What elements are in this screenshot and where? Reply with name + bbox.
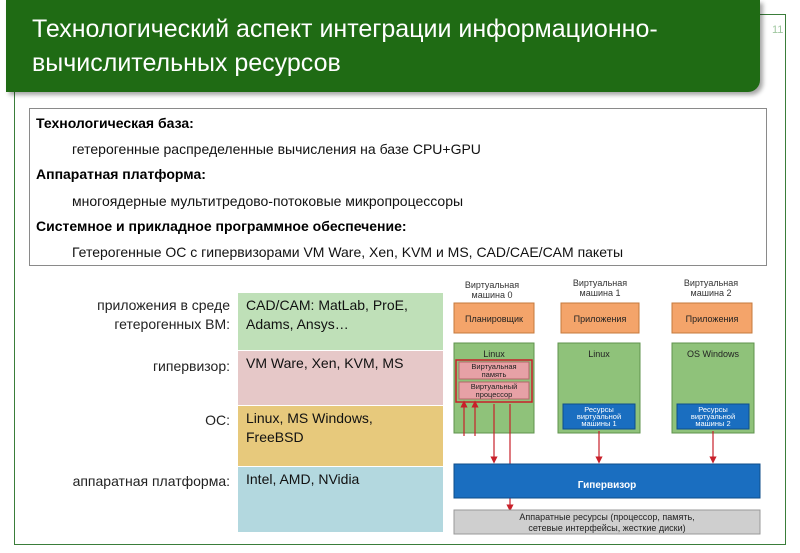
layer-label-hardware: аппаратная платформа: [72, 473, 230, 489]
vm0-title-line1: Виртуальная [464, 280, 520, 290]
virtual-cpu-line1: Виртуальный [470, 382, 518, 391]
info-head-base: Технологическая база: [36, 115, 194, 131]
vm1-title-line2: машина 1 [579, 288, 621, 298]
layer-label-apps: приложения в среде гетерогенных ВМ: [97, 297, 230, 332]
apps1-label: Приложения [573, 314, 627, 324]
vm2-title-line2: машина 2 [690, 288, 732, 298]
layer-label-hypervisor: гипервизор: [152, 358, 230, 374]
vm1-resources-line1: Ресурсы [584, 405, 614, 414]
vm2-title-line1: Виртуальная [683, 278, 739, 288]
virtual-cpu-line2: процессор [475, 390, 513, 399]
info-box [29, 108, 767, 266]
os0-label: Linux [483, 349, 505, 359]
vm2-resources-line3: машины 2 [695, 419, 731, 428]
info-head-software: Системное и прикладное программное обеспечение: [36, 218, 407, 234]
title-bar [6, 0, 760, 92]
layer-cell-apps: CAD/CAM: MatLab, ProE, Adams, Ansys… [238, 293, 443, 351]
layer-label-os: ОС: [205, 412, 230, 428]
vm1-resources-line3: машины 1 [581, 419, 617, 428]
layer-cell-hardware: Intel, AMD, NVidia [238, 467, 443, 533]
os2-label: OS Windows [686, 349, 740, 359]
vm1-resources-line2: виртуальной [576, 412, 622, 421]
scheduler-label: Планировщик [465, 314, 523, 324]
vm2-resources-line1: Ресурсы [698, 405, 728, 414]
virtual-memory-line1: Виртуальная [471, 362, 517, 371]
vm0-title-line2: машина 0 [471, 290, 513, 300]
info-value-base: гетерогенные распределенные вычисления на базе CPU+GPU [72, 141, 481, 157]
hardware-line1: Аппаратные ресурсы (процессор, память, [519, 512, 695, 522]
hypervisor-label: Гипервизор [577, 480, 637, 491]
vm1-title-line1: Виртуальная [572, 278, 628, 288]
hardware-line2: сетевые интерфейсы, жесткие диски) [528, 523, 686, 533]
info-value-hardware: многоядерные мультитредово-потоковые микропроцессоры [72, 193, 464, 209]
vm2-resources-line2: виртуальной [690, 412, 736, 421]
info-value-software: Гетерогенные ОС с гипервизорами VM Ware, Xen, KVM и MS, CAD/CAE/CAM пакеты [72, 244, 624, 260]
os1-label: Linux [588, 349, 610, 359]
slide-number: 11 [772, 24, 784, 36]
virtual-memory-line2: память [481, 370, 507, 379]
layer-cell-hypervisor: VM Ware, Xen, KVM, MS [238, 351, 443, 406]
layer-cell-os: Linux, MS Windows, FreeBSD [238, 406, 443, 467]
apps2-label: Приложения [685, 314, 739, 324]
page-title: Технологический аспект интеграции информационно-вычислительных ресурсов [32, 15, 658, 77]
info-head-hardware: Аппаратная платформа: [36, 166, 206, 182]
virtualization-diagram [450, 276, 766, 536]
